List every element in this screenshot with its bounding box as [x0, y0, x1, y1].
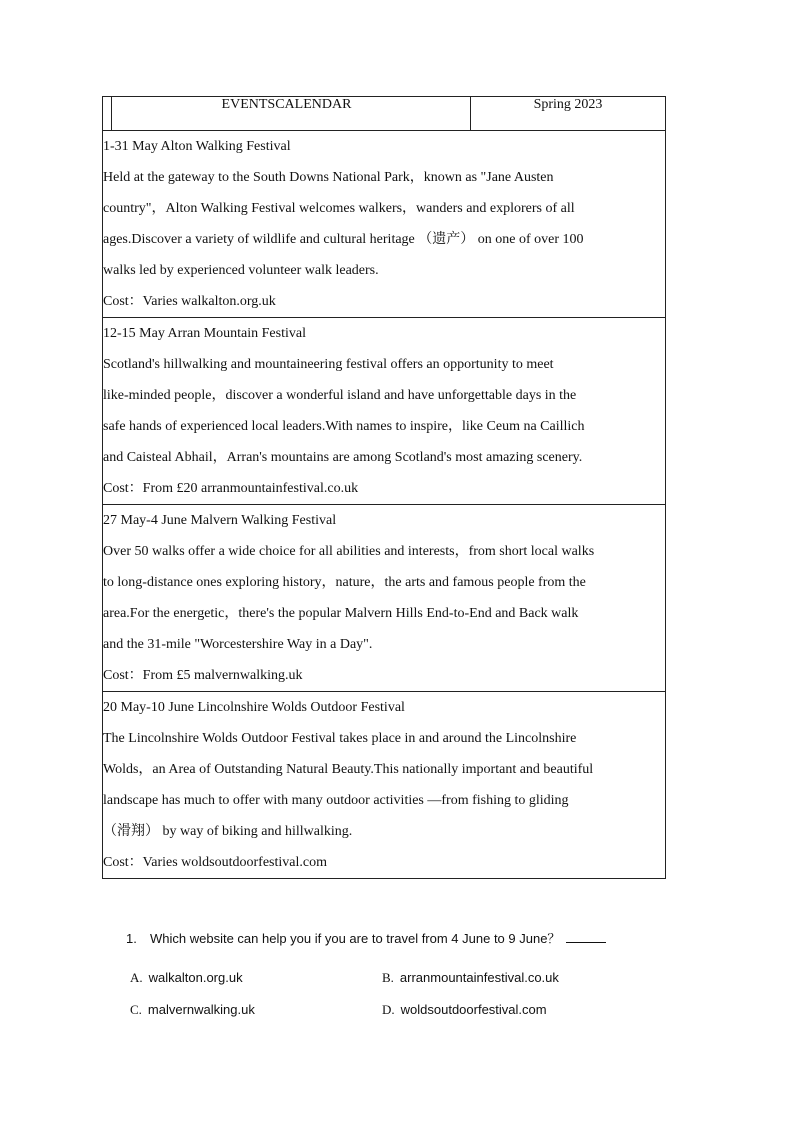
event-description-line: and the 31-mile "Worcestershire Way in a Day".	[103, 637, 373, 652]
answer-options	[130, 962, 650, 1026]
option-letter: C.	[130, 1002, 142, 1017]
event-cost: Cost：From £5 malvernwalking.uk	[103, 668, 303, 683]
question-text: Which website can help you if you are to travel from 4 June to 9 June？	[150, 931, 561, 946]
event-description-line: ages.Discover a variety of wildlife and cultural heritage （遗产） on one of over 100	[103, 232, 584, 247]
option-a[interactable]	[130, 970, 382, 986]
event-cost: Cost：Varies walkalton.org.uk	[103, 294, 276, 309]
option-text: walkalton.org.uk	[148, 970, 243, 985]
event-cost: Cost：Varies woldsoutdoorfestival.com	[103, 855, 327, 870]
event-alton	[103, 131, 666, 318]
option-letter: B.	[382, 970, 394, 985]
event-row	[103, 505, 666, 692]
event-description-line: Held at the gateway to the South Downs National Park，known as "Jane Austen	[103, 170, 554, 185]
option-d[interactable]	[382, 1002, 634, 1018]
event-description-line: like-minded people，discover a wonderful island and have unforgettable days in the	[103, 388, 577, 403]
option-text: malvernwalking.uk	[147, 1002, 255, 1017]
event-row	[103, 692, 666, 879]
event-cost: Cost：From £20 arranmountainfestival.co.uk	[103, 481, 359, 496]
event-name: 1-31 May Alton Walking Festival	[103, 139, 291, 154]
question-number: 1.	[126, 931, 137, 946]
event-description-line: and Caisteal Abhail，Arran's mountains are among Scotland's most amazing scenery.	[103, 450, 583, 465]
event-row	[103, 131, 666, 318]
calendar-header-row	[103, 97, 666, 131]
event-description-line: The Lincolnshire Wolds Outdoor Festival takes place in and around the Lincolnshire	[103, 731, 577, 746]
option-letter: A.	[130, 970, 143, 985]
event-lincolnshire	[103, 692, 666, 879]
events-calendar-table	[102, 96, 666, 879]
option-text: woldsoutdoorfestival.com	[400, 1002, 547, 1017]
event-description-line: area.For the energetic，there's the popular Malvern Hills End-to-End and Back walk	[103, 606, 579, 621]
option-letter: D.	[382, 1002, 395, 1017]
calendar-season: Spring 2023	[471, 97, 666, 131]
calendar-title: EVENTSCALENDAR	[103, 97, 471, 131]
event-malvern	[103, 505, 666, 692]
event-description-line: Wolds，an Area of Outstanding Natural Beauty.This nationally important and beautiful	[103, 762, 594, 777]
question-1	[126, 928, 606, 947]
event-description-line: Over 50 walks offer a wide choice for all abilities and interests，from short local walks	[103, 544, 595, 559]
event-name: 12-15 May Arran Mountain Festival	[103, 326, 306, 341]
event-name: 20 May-10 June Lincolnshire Wolds Outdoor Festival	[103, 700, 405, 715]
answer-blank[interactable]	[566, 930, 606, 943]
option-c[interactable]	[130, 1002, 382, 1018]
event-description-line: Scotland's hillwalking and mountaineering festival offers an opportunity to meet	[103, 357, 554, 372]
event-description-line: to long-distance ones exploring history，nature，the arts and famous people from the	[103, 575, 586, 590]
event-arran	[103, 318, 666, 505]
option-text: arranmountainfestival.co.uk	[399, 970, 559, 985]
event-row	[103, 318, 666, 505]
option-b[interactable]	[382, 970, 634, 986]
event-description-line: country"，Alton Walking Festival welcomes walkers，wanders and explorers of all	[103, 201, 575, 216]
event-description-line: walks led by experienced volunteer walk leaders.	[103, 263, 379, 278]
event-description-line: landscape has much to offer with many outdoor activities —from fishing to gliding	[103, 793, 569, 808]
event-description-line: safe hands of experienced local leaders.With names to inspire，like Ceum na Caillich	[103, 419, 585, 434]
event-description-line: （滑翔） by way of biking and hillwalking.	[103, 824, 353, 839]
event-name: 27 May-4 June Malvern Walking Festival	[103, 513, 337, 528]
